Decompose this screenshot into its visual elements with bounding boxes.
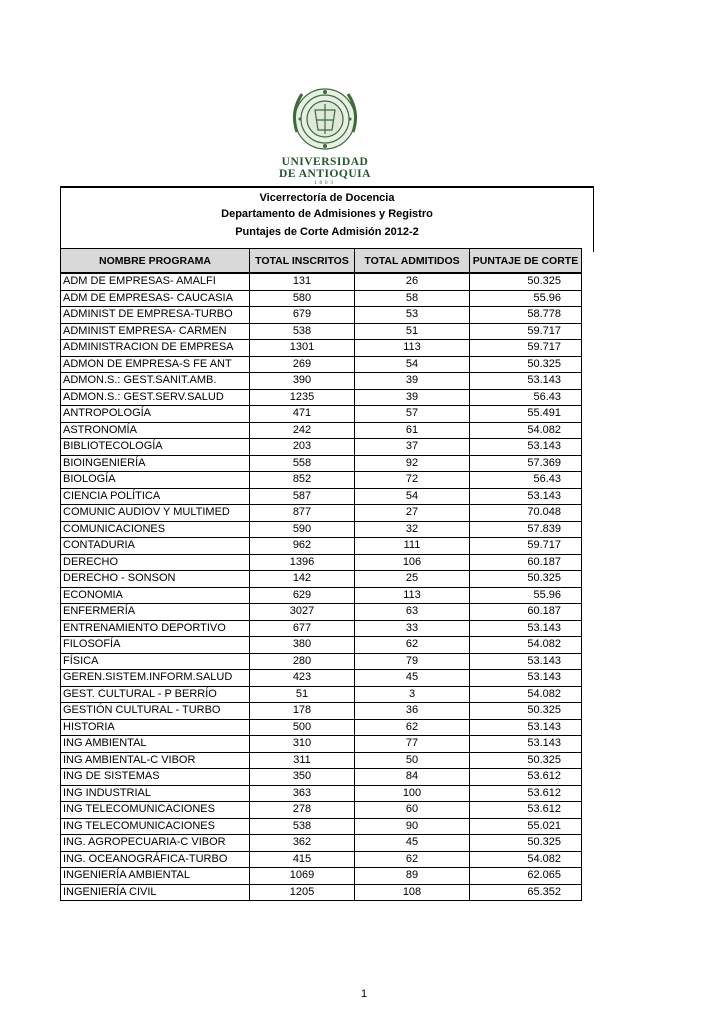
table-row <box>61 637 582 654</box>
cell-puntaje: 53.143 <box>470 653 582 670</box>
cell-admitidos: 36 <box>355 703 470 720</box>
cell-inscritos: 877 <box>250 505 355 522</box>
cell-inscritos: 380 <box>250 637 355 654</box>
cell-admitidos: 108 <box>355 884 470 901</box>
cell-programa: INGENIERÍA CIVIL <box>61 884 250 901</box>
cell-inscritos: 538 <box>250 818 355 835</box>
table-row <box>61 340 582 357</box>
cell-inscritos: 580 <box>250 290 355 307</box>
cell-admitidos: 62 <box>355 719 470 736</box>
cell-programa: BIOLOGÍA <box>61 472 250 489</box>
cell-admitidos: 100 <box>355 785 470 802</box>
table-row <box>61 488 582 505</box>
cell-puntaje: 55.491 <box>470 406 582 423</box>
cell-programa: ANTROPOLOGÍA <box>61 406 250 423</box>
cell-admitidos: 62 <box>355 851 470 868</box>
cell-inscritos: 280 <box>250 653 355 670</box>
cell-programa: ING INDUSTRIAL <box>61 785 250 802</box>
table-row <box>61 752 582 769</box>
cell-inscritos: 852 <box>250 472 355 489</box>
cell-inscritos: 131 <box>250 273 355 290</box>
logo-line-1: UNIVERSIDAD <box>281 156 369 168</box>
cell-admitidos: 63 <box>355 604 470 621</box>
cell-programa: ING DE SISTEMAS <box>61 769 250 786</box>
table-row <box>61 604 582 621</box>
cell-admitidos: 33 <box>355 620 470 637</box>
column-header-inscritos: TOTAL INSCRITOS <box>250 249 355 274</box>
cell-programa: ADM DE EMPRESAS- CAUCASIA <box>61 290 250 307</box>
table-row <box>61 719 582 736</box>
header-line-1: Vicerrectoría de Docencia <box>259 192 395 204</box>
cell-puntaje: 54.082 <box>470 422 582 439</box>
cell-admitidos: 39 <box>355 373 470 390</box>
table-row <box>61 505 582 522</box>
cell-puntaje: 50.325 <box>470 571 582 588</box>
cell-puntaje: 70.048 <box>470 505 582 522</box>
cell-programa: GEST. CULTURAL - P BERRÍO <box>61 686 250 703</box>
cell-admitidos: 90 <box>355 818 470 835</box>
cell-admitidos: 37 <box>355 439 470 456</box>
cell-inscritos: 278 <box>250 802 355 819</box>
cell-puntaje: 59.717 <box>470 323 582 340</box>
cell-programa: DERECHO - SONSON <box>61 571 250 588</box>
cell-programa: ING TELECOMUNICACIONES <box>61 802 250 819</box>
table-row <box>61 686 582 703</box>
cell-inscritos: 558 <box>250 455 355 472</box>
cell-inscritos: 471 <box>250 406 355 423</box>
cell-puntaje: 60.187 <box>470 604 582 621</box>
university-seal-icon <box>270 82 380 156</box>
table-row <box>61 389 582 406</box>
cell-programa: FÍSICA <box>61 653 250 670</box>
cell-admitidos: 50 <box>355 752 470 769</box>
cell-programa: COMUNIC AUDIOV Y MULTIMED <box>61 505 250 522</box>
table-row <box>61 884 582 901</box>
table-row <box>61 587 582 604</box>
cell-admitidos: 25 <box>355 571 470 588</box>
cell-admitidos: 79 <box>355 653 470 670</box>
logo-line-3: 1803 <box>314 181 336 186</box>
cell-admitidos: 27 <box>355 505 470 522</box>
cell-puntaje: 56.43 <box>470 472 582 489</box>
cell-programa: ENFERMERÍA <box>61 604 250 621</box>
cell-puntaje: 54.082 <box>470 851 582 868</box>
column-header-puntaje: PUNTAJE DE CORTE <box>470 249 582 274</box>
cell-programa: ADMINIST DE EMPRESA-TURBO <box>61 307 250 324</box>
cell-puntaje: 55.96 <box>470 290 582 307</box>
cell-programa: COMUNICACIONES <box>61 521 250 538</box>
table-row <box>61 290 582 307</box>
cell-inscritos: 1205 <box>250 884 355 901</box>
table-row <box>61 785 582 802</box>
cell-admitidos: 3 <box>355 686 470 703</box>
table-body <box>61 273 582 901</box>
cell-programa: BIOINGENIERÍA <box>61 455 250 472</box>
cell-programa: CONTADURIA <box>61 538 250 555</box>
cell-admitidos: 51 <box>355 323 470 340</box>
cell-puntaje: 53.612 <box>470 785 582 802</box>
column-header-programa: NOMBRE PROGRAMA <box>61 249 250 274</box>
cell-programa: ING. OCEANOGRÁFICA-TURBO <box>61 851 250 868</box>
cell-inscritos: 363 <box>250 785 355 802</box>
table-row <box>61 406 582 423</box>
cell-inscritos: 677 <box>250 620 355 637</box>
table-row <box>61 356 582 373</box>
cell-admitidos: 111 <box>355 538 470 555</box>
cell-puntaje: 54.082 <box>470 686 582 703</box>
cell-puntaje: 58.778 <box>470 307 582 324</box>
table-row <box>61 273 582 290</box>
cell-puntaje: 65.352 <box>470 884 582 901</box>
cell-inscritos: 1235 <box>250 389 355 406</box>
cell-inscritos: 51 <box>250 686 355 703</box>
table-row <box>61 307 582 324</box>
cell-inscritos: 362 <box>250 835 355 852</box>
cell-puntaje: 50.325 <box>470 752 582 769</box>
cell-puntaje: 59.717 <box>470 340 582 357</box>
cell-inscritos: 350 <box>250 769 355 786</box>
cell-inscritos: 1301 <box>250 340 355 357</box>
cell-puntaje: 53.143 <box>470 620 582 637</box>
cell-programa: ADMINISTRACION DE EMPRESA <box>61 340 250 357</box>
cell-inscritos: 587 <box>250 488 355 505</box>
cell-admitidos: 39 <box>355 389 470 406</box>
table-row <box>61 422 582 439</box>
cell-inscritos: 500 <box>250 719 355 736</box>
column-header-admitidos: TOTAL ADMITIDOS <box>355 249 470 274</box>
cell-inscritos: 629 <box>250 587 355 604</box>
cell-inscritos: 1069 <box>250 868 355 885</box>
table-row <box>61 554 582 571</box>
cell-inscritos: 962 <box>250 538 355 555</box>
cell-admitidos: 32 <box>355 521 470 538</box>
cell-admitidos: 58 <box>355 290 470 307</box>
cell-puntaje: 62.065 <box>470 868 582 885</box>
cell-inscritos: 1396 <box>250 554 355 571</box>
cell-admitidos: 84 <box>355 769 470 786</box>
cell-puntaje: 55.021 <box>470 818 582 835</box>
table-row <box>61 620 582 637</box>
table-row <box>61 818 582 835</box>
cell-programa: ING AMBIENTAL <box>61 736 250 753</box>
cell-programa: ADMON.S.: GEST.SANIT.AMB. <box>61 373 250 390</box>
cell-programa: HISTORIA <box>61 719 250 736</box>
document-header <box>60 186 594 252</box>
cell-programa: GEREN.SISTEM.INFORM.SALUD <box>61 670 250 687</box>
page-number: 1 <box>360 988 368 1000</box>
cell-programa: ADMINIST EMPRESA- CARMEN <box>61 323 250 340</box>
cell-admitidos: 77 <box>355 736 470 753</box>
table-row <box>61 439 582 456</box>
cell-admitidos: 45 <box>355 835 470 852</box>
table-row <box>61 323 582 340</box>
cell-puntaje: 53.612 <box>470 802 582 819</box>
table-row <box>61 538 582 555</box>
cell-puntaje: 54.082 <box>470 637 582 654</box>
cell-programa: DERECHO <box>61 554 250 571</box>
cell-programa: CIENCIA POLÍTICA <box>61 488 250 505</box>
cell-inscritos: 415 <box>250 851 355 868</box>
cell-programa: ASTRONOMÍA <box>61 422 250 439</box>
cell-programa: ADMON.S.: GEST.SERV.SALUD <box>61 389 250 406</box>
cell-inscritos: 269 <box>250 356 355 373</box>
cell-admitidos: 113 <box>355 340 470 357</box>
cell-puntaje: 53.143 <box>470 719 582 736</box>
cell-inscritos: 679 <box>250 307 355 324</box>
university-logo <box>270 82 380 187</box>
cell-admitidos: 45 <box>355 670 470 687</box>
cell-inscritos: 310 <box>250 736 355 753</box>
table-row <box>61 703 582 720</box>
cell-puntaje: 53.143 <box>470 488 582 505</box>
cell-inscritos: 3027 <box>250 604 355 621</box>
table-row <box>61 670 582 687</box>
cell-puntaje: 57.839 <box>470 521 582 538</box>
cell-inscritos: 590 <box>250 521 355 538</box>
logo-line-2: DE ANTIOQUIA <box>279 168 371 180</box>
cell-programa: ING. AGROPECUARIA-C VIBOR <box>61 835 250 852</box>
table-row <box>61 653 582 670</box>
table-row <box>61 835 582 852</box>
cell-inscritos: 423 <box>250 670 355 687</box>
header-line-2: Departamento de Admisiones y Registro <box>221 208 433 220</box>
cell-programa: FILOSOFÍA <box>61 637 250 654</box>
cell-puntaje: 55.96 <box>470 587 582 604</box>
cell-admitidos: 61 <box>355 422 470 439</box>
table-row <box>61 851 582 868</box>
cell-admitidos: 113 <box>355 587 470 604</box>
cutoff-scores-table <box>60 248 582 901</box>
cell-puntaje: 53.143 <box>470 373 582 390</box>
cell-admitidos: 106 <box>355 554 470 571</box>
cell-admitidos: 60 <box>355 802 470 819</box>
cell-programa: ADMON DE EMPRESA-S FE ANT <box>61 356 250 373</box>
cell-admitidos: 92 <box>355 455 470 472</box>
cell-puntaje: 53.143 <box>470 439 582 456</box>
table-row <box>61 571 582 588</box>
table-row <box>61 373 582 390</box>
cell-puntaje: 53.143 <box>470 670 582 687</box>
table-row <box>61 455 582 472</box>
cell-admitidos: 54 <box>355 356 470 373</box>
cell-admitidos: 89 <box>355 868 470 885</box>
table-header-row <box>61 249 582 274</box>
header-line-3: Puntajes de Corte Admisión 2012-2 <box>235 226 419 238</box>
cell-puntaje: 56.43 <box>470 389 582 406</box>
cell-inscritos: 311 <box>250 752 355 769</box>
table-row <box>61 868 582 885</box>
cell-puntaje: 50.325 <box>470 356 582 373</box>
cell-puntaje: 53.612 <box>470 769 582 786</box>
cell-inscritos: 178 <box>250 703 355 720</box>
cell-puntaje: 59.717 <box>470 538 582 555</box>
table-row <box>61 736 582 753</box>
cell-admitidos: 72 <box>355 472 470 489</box>
cell-admitidos: 57 <box>355 406 470 423</box>
table-row <box>61 769 582 786</box>
cell-programa: INGENIERÍA AMBIENTAL <box>61 868 250 885</box>
cell-admitidos: 62 <box>355 637 470 654</box>
cell-programa: ADM DE EMPRESAS- AMALFI <box>61 273 250 290</box>
table-row <box>61 472 582 489</box>
cell-inscritos: 203 <box>250 439 355 456</box>
cell-puntaje: 50.325 <box>470 835 582 852</box>
cell-programa: GESTIÓN CULTURAL - TURBO <box>61 703 250 720</box>
cell-inscritos: 390 <box>250 373 355 390</box>
cell-puntaje: 57.369 <box>470 455 582 472</box>
cell-puntaje: 60.187 <box>470 554 582 571</box>
table-row <box>61 521 582 538</box>
cell-programa: BIBLIOTECOLOGÍA <box>61 439 250 456</box>
cell-programa: ECONOMIA <box>61 587 250 604</box>
cell-admitidos: 53 <box>355 307 470 324</box>
cell-puntaje: 50.325 <box>470 703 582 720</box>
cell-admitidos: 26 <box>355 273 470 290</box>
cell-admitidos: 54 <box>355 488 470 505</box>
table-row <box>61 802 582 819</box>
cell-puntaje: 50.325 <box>470 273 582 290</box>
cell-programa: ING TELECOMUNICACIONES <box>61 818 250 835</box>
cell-inscritos: 242 <box>250 422 355 439</box>
cell-programa: ENTRENAMIENTO DEPORTIVO <box>61 620 250 637</box>
cell-programa: ING AMBIENTAL-C VIBOR <box>61 752 250 769</box>
cell-puntaje: 53.143 <box>470 736 582 753</box>
cell-inscritos: 538 <box>250 323 355 340</box>
cell-inscritos: 142 <box>250 571 355 588</box>
